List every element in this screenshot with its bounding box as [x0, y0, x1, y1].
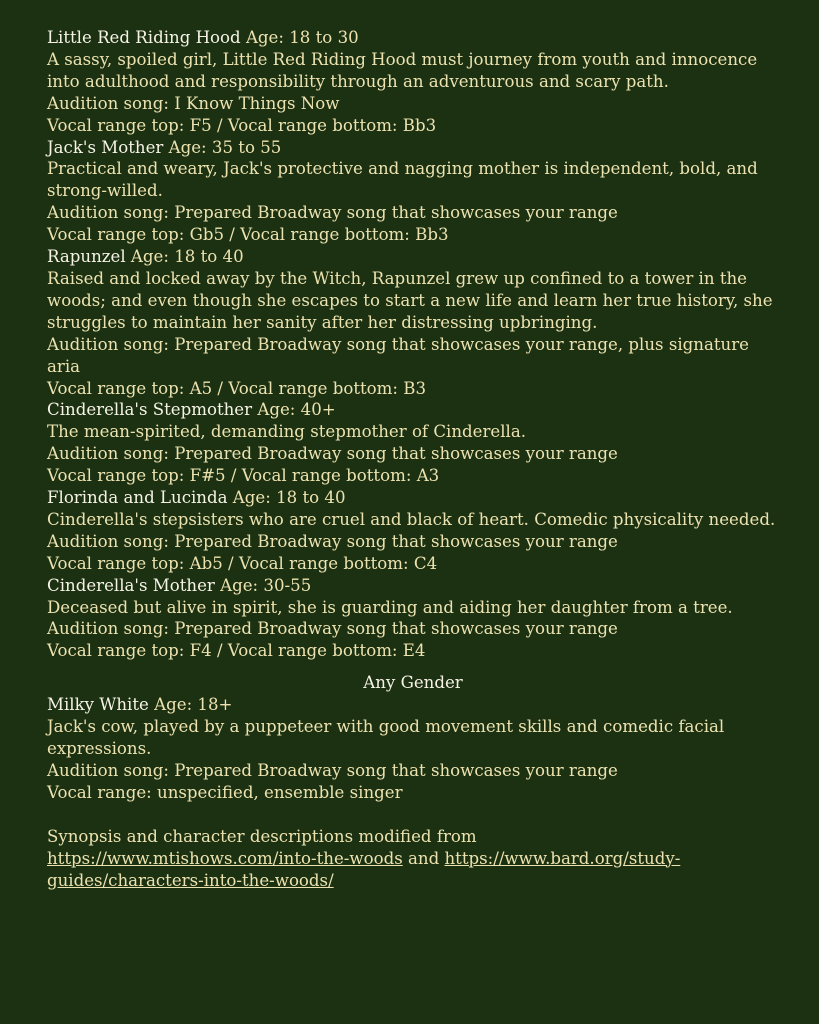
audition-song: Audition song: I Know Things Now [47, 93, 340, 113]
character-age: Age: 35 to 55 [168, 137, 282, 157]
character-age: Age: 18+ [154, 695, 233, 715]
vocal-range: Vocal range top: F5 / Vocal range bottom: Bb3 [47, 115, 437, 135]
character-name: Milky White [47, 695, 149, 715]
spacer [47, 804, 779, 826]
character-block [47, 27, 779, 137]
vocal-range: Vocal range top: Gb5 / Vocal range bottom: Bb3 [47, 225, 449, 245]
character-age: Age: 18 to 40 [130, 247, 244, 267]
character-description: Jack's cow, played by a puppeteer with good movement skills and comedic facial expressions. [47, 717, 725, 758]
vocal-range: Vocal range top: A5 / Vocal range bottom: B3 [47, 378, 427, 398]
audition-song: Audition song: Prepared Broadway song that showcases your range, plus signature aria [47, 334, 749, 376]
vocal-range: Vocal range top: F#5 / Vocal range bottom: A3 [47, 466, 440, 486]
character-heading [47, 399, 779, 421]
source-link-bard[interactable]: https://www.bard.org/study-guides/characters-into-the-woods/ [47, 848, 681, 890]
character-heading [47, 137, 779, 159]
source-note-text: Synopsis and character descriptions modified from [47, 826, 477, 846]
character-age: Age: 18 to 30 [245, 28, 359, 47]
character-description: Raised and locked away by the Witch, Rapunzel grew up confined to a tower in the woods; and even though she escapes to start a new life and learn her true history, she struggles to maintain her sanity after her distressing upbringing. [47, 268, 773, 332]
section-heading-any-gender: Any Gender [363, 673, 463, 693]
character-heading [47, 575, 779, 597]
character-age: Age: 30-55 [220, 575, 312, 595]
character-heading [47, 487, 779, 509]
character-block [47, 575, 779, 663]
audition-song: Audition song: Prepared Broadway song that showcases your range [47, 203, 618, 223]
character-name: Cinderella's Stepmother [47, 400, 253, 420]
character-block [47, 399, 779, 487]
character-name: Rapunzel [47, 247, 126, 267]
character-block [47, 246, 779, 399]
character-block [47, 137, 779, 247]
vocal-range: Vocal range top: Ab5 / Vocal range bottom: C4 [47, 553, 438, 573]
source-note [47, 826, 779, 892]
character-heading [47, 694, 779, 716]
character-name: Little Red Riding Hood [47, 28, 241, 47]
source-note-joiner: and [408, 848, 440, 868]
character-heading [47, 27, 779, 49]
audition-song: Audition song: Prepared Broadway song that showcases your range [47, 619, 618, 639]
character-description: A sassy, spoiled girl, Little Red Riding Hood must journey from youth and innocence into adulthood and responsibility through an adventurous and scary path. [47, 49, 758, 91]
character-description: The mean-spirited, demanding stepmother of Cinderella. [47, 422, 527, 442]
character-age: Age: 40+ [257, 400, 336, 420]
character-age: Age: 18 to 40 [232, 488, 346, 508]
vocal-range: Vocal range top: F4 / Vocal range bottom: E4 [47, 641, 426, 661]
vocal-range: Vocal range: unspecified, ensemble singer [47, 782, 403, 802]
character-description: Practical and weary, Jack's protective and nagging mother is independent, bold, and strong-willed. [47, 159, 758, 201]
audition-song: Audition song: Prepared Broadway song that showcases your range [47, 531, 618, 551]
character-heading [47, 246, 779, 268]
character-description: Deceased but alive in spirit, she is guarding and aiding her daughter from a tree. [47, 597, 733, 617]
character-description: Cinderella's stepsisters who are cruel and black of heart. Comedic physicality needed. [47, 509, 776, 529]
audition-song: Audition song: Prepared Broadway song that showcases your range [47, 444, 618, 464]
character-block [47, 487, 779, 575]
source-link-mti[interactable]: https://www.mtishows.com/into-the-woods [47, 848, 403, 868]
character-name: Florinda and Lucinda [47, 488, 228, 508]
character-name: Cinderella's Mother [47, 575, 215, 595]
audition-song: Audition song: Prepared Broadway song that showcases your range [47, 760, 618, 780]
character-name: Jack's Mother [47, 137, 164, 157]
character-block [47, 694, 779, 804]
